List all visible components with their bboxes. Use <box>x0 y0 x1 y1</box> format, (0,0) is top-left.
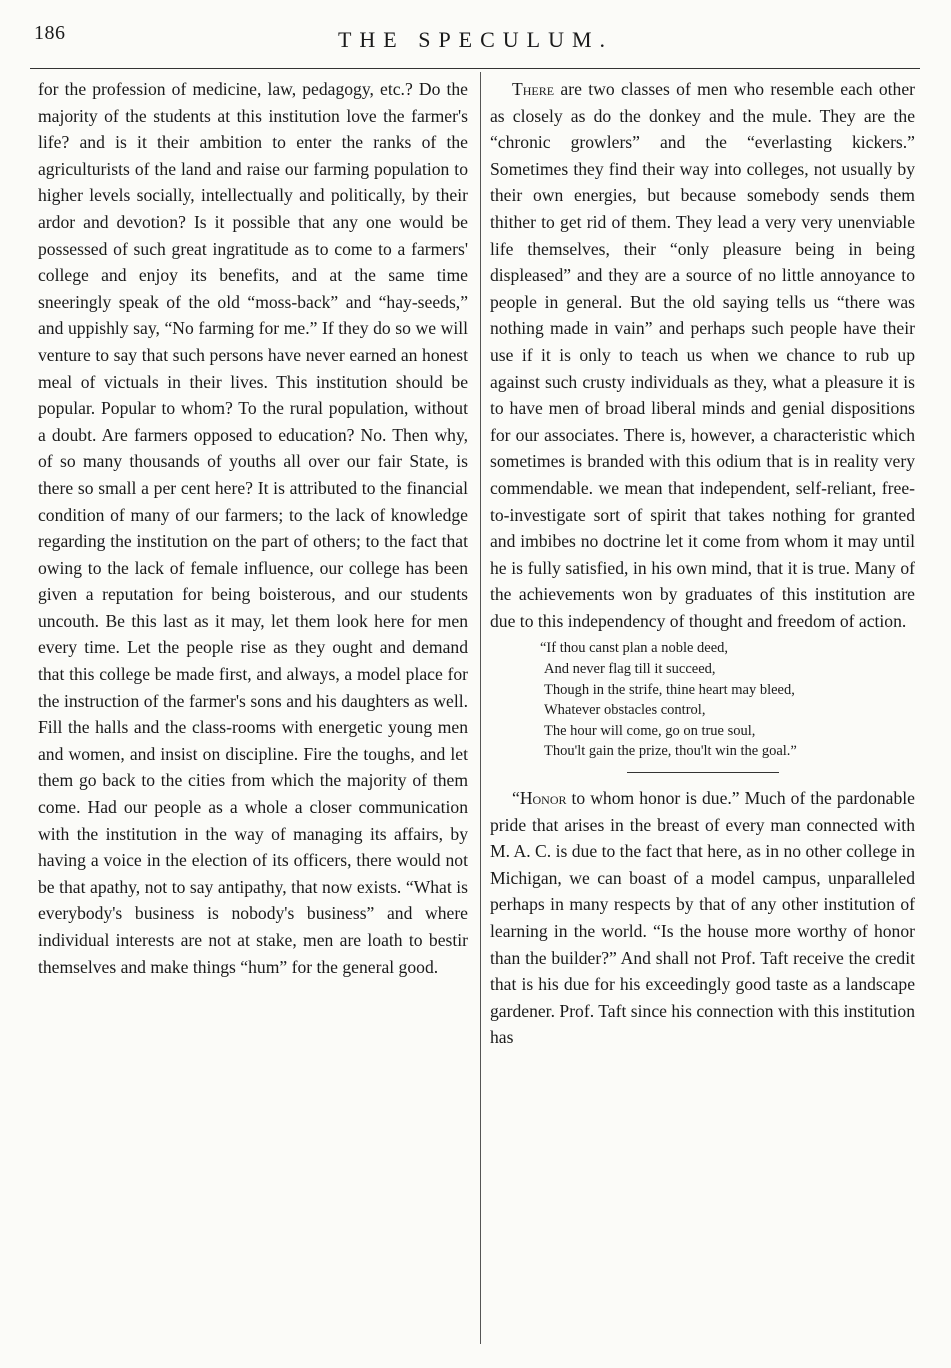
article-growlers <box>490 76 915 634</box>
column-divider <box>480 72 481 1344</box>
article-growlers-body: are two classes of men who resemble each other as closely as do the donkey and the mule. They are the “chronic growlers” and the “everlasting kickers.” Sometimes they find their way into colleges, not usually by their own energies, but because somebody sends them thither to get rid of them. They lead a very very unenviable life themselves, their “only pleasure being in being displeased” and they are a source of no little annoyance to people in general. But the old saying tells us “there was nothing made in vain” and perhaps such people have their use if it is only to teach us when we chance to rub up against such crusty individuals as they, what a pleasure it is to have men of broad liberal minds and genial dispositions for our associates. There is, however, a characteristic which sometimes is branded with this odium that is in reality very commendable. we mean that independent, self-reliant, free-to-investigate sort of spirit that takes nothing for granted and imbibes no doctrine let it come from whom it may until he is fully satisfied, in his own mind, that it is true. Many of the achievements won by graduates of this institution are due to this independency of thought and freedom of action. <box>490 79 915 631</box>
poem-line: “If thou canst plan a noble deed, <box>540 640 729 657</box>
page-number: 186 <box>34 22 66 44</box>
article-honor-quote: “ <box>512 788 520 809</box>
section-rule <box>627 772 779 773</box>
header-rule <box>30 68 920 69</box>
poem-line: Whatever obstacles control, <box>544 702 706 719</box>
article-honor <box>490 785 915 1051</box>
poem-line: Though in the strife, thine heart may bleed, <box>544 681 795 698</box>
poem-line: And never flag till it succeed, <box>544 661 716 678</box>
right-column <box>490 76 915 1051</box>
poem <box>540 638 915 762</box>
left-column <box>38 76 468 980</box>
article-honor-body: to whom honor is due.” Much of the pardonable pride that arises in the breast of every man connected with M. A. C. is due to the fact that here, as in no other college in Michigan, we can boast of a model campus, unparalleled perhaps in many respects by that of any other institution of learning in the world. “Is the house more worthy of honor than the builder?” And shall not Prof. Taft receive the credit that is his due for his exceedingly good taste as a landscape gardener. Prof. Taft since his connection with this institution has <box>490 788 915 1048</box>
article-honor-lead: Honor <box>519 788 567 809</box>
running-title: THE SPECULUM. <box>337 27 614 52</box>
poem-line: Thou'lt gain the prize, thou'lt win the goal.” <box>544 743 797 760</box>
article-growlers-lead: There <box>512 79 555 99</box>
left-paragraph: for the profession of medicine, law, pedagogy, etc.? Do the majority of the students at this institution love the farmer's life? and is it their ambition to enter the ranks of the agriculturists of the land and raise our farming population to higher levels socially, intellectually and politically, by their ardor and devotion? Is it possible that any one would be possessed of such great ingratitude as to come to a farmers' college and enjoy its benefits, and at the same time sneeringly speak of the old “moss-back” and “hay-seeds,” and uppishly say, “No farming for me.” If they do so we will venture to say that such persons have never earned an honest meal of victuals in their lives. This institution should be popular. Popular to whom? To the rural population, without a doubt. Are farmers opposed to education? No. Then why, of so many thousands of youths all over our fair State, is there so small a per cent here? It is attributed to the financial condition of many of our farmers; to the lack of knowledge regarding the institution on the part of others; to the fact that owing to the lack of female influence, our college has been given a reputation for being boisterous, and our students uncouth. Be this last as it may, let them look here for men every time. Let the people rise as they ought and demand that this college be made first, and always, a model place for the instruction of the farmer's sons and his daughters as well. Fill the halls and the class-rooms with energetic young men and women, and insist on discipline. Fire the toughs, and let them go back to the cities from which the majority of them come. Had our people as a whole a closer communication with the institution in the way of managing its affairs, by having a voice in the election of its officers, there would not be that apathy, not to say antipathy, that now exists. “What is everybody's business is nobody's business” and where individual interests are not at stake, men are loath to bestir themselves and make things “hum” for the general good. <box>38 79 468 977</box>
poem-line: The hour will come, go on true soul, <box>544 722 756 739</box>
